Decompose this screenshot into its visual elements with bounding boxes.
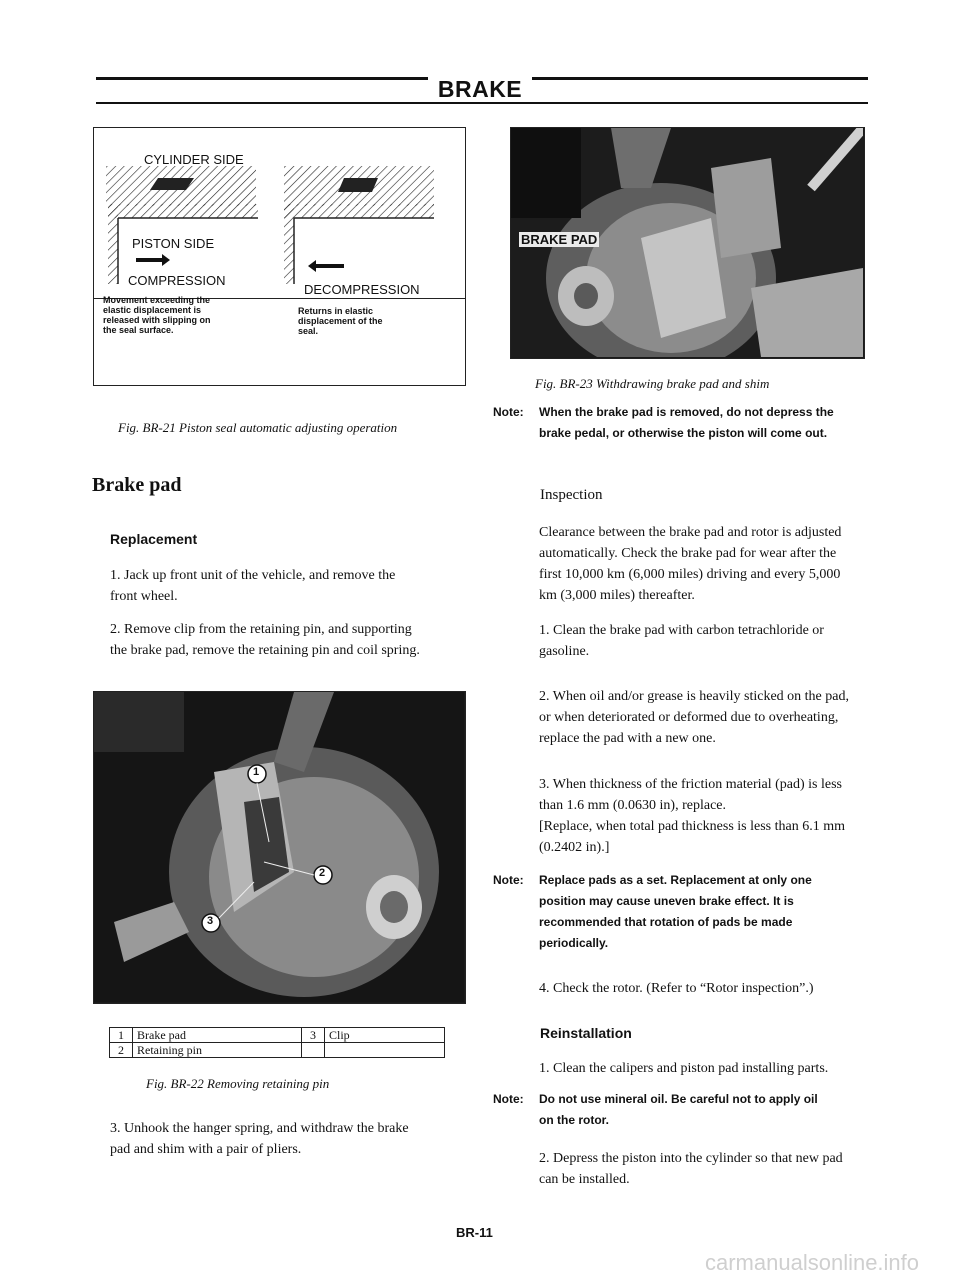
fig21-frame-lower xyxy=(93,298,466,386)
legend-label: Brake pad xyxy=(133,1028,302,1043)
fig22-photo xyxy=(93,691,466,1004)
legend-row xyxy=(110,1043,445,1058)
page-title: BRAKE xyxy=(0,76,960,103)
replacement-step-2: 2. Remove clip from the retaining pin, and supporting the brake pad, remove the retaining pin and coil spring. xyxy=(110,622,420,658)
legend-num: 1 xyxy=(110,1028,133,1043)
piston-side-label: PISTON SIDE xyxy=(132,236,215,251)
reinstallation-heading: Reinstallation xyxy=(540,1025,632,1041)
inspection-intro: Clearance between the brake pad and rotor is adjusted automatically. Check the brake pad for wear after the first 10,000 km (6,000 miles) driving and every 5,000 km (3,000 miles) thereafter. xyxy=(539,525,842,603)
legend-label: Clip xyxy=(325,1028,445,1043)
inspection-step-3: 3. When thickness of the friction material (pad) is less than 1.6 mm (0.0630 in), replace. [Replace, when total pad thickness is less than 6.1 mm (0.2402 in).] xyxy=(539,777,845,855)
callout-1: 1 xyxy=(253,766,260,778)
decompression-label: DECOMPRESSION xyxy=(304,282,420,297)
replacement-heading: Replacement xyxy=(110,531,198,547)
inspection-heading: Inspection xyxy=(540,487,603,503)
decompression-description: Returns in elastic displacement of the seal. xyxy=(298,306,383,336)
note-replace-set: Note: Replace pads as a set. Replacement at only one position may cause uneven brake effect. It is recommended that rotation of pads be made periodically. xyxy=(493,873,812,950)
callout-2: 2 xyxy=(319,867,326,879)
compression-description: Movement exceeding the elastic displacement is released with slipping on the seal surface. xyxy=(103,295,211,335)
inspection-step-1: 1. Clean the brake pad with carbon tetrachloride or gasoline. xyxy=(539,623,824,659)
legend-num: 3 xyxy=(302,1028,325,1043)
reinstallation-step-2: 2. Depress the piston into the cylinder so that new pad can be installed. xyxy=(539,1151,843,1187)
fig23-photo xyxy=(510,127,865,359)
reinstallation-step-1: 1. Clean the calipers and piston pad installing parts. xyxy=(539,1061,829,1076)
fig22-caption: Fig. BR-22 Removing retaining pin xyxy=(146,1076,330,1091)
page-number: BR-11 xyxy=(456,1225,493,1240)
legend-num xyxy=(302,1043,325,1058)
fig21-diagram xyxy=(93,127,466,299)
note-depress-pedal: Note: When the brake pad is removed, do not depress the brake pedal, or otherwise the piston will come out. xyxy=(493,405,834,440)
legend-label xyxy=(325,1043,445,1058)
section-heading-brake-pad: Brake pad xyxy=(92,474,182,496)
compression-label: COMPRESSION xyxy=(128,273,226,288)
brake-pad-photo-label: BRAKE PAD xyxy=(521,232,598,247)
fig21-caption: Fig. BR-21 Piston seal automatic adjusting operation xyxy=(118,420,398,435)
legend-row xyxy=(110,1028,445,1043)
fig22-legend xyxy=(109,1027,445,1058)
inspection-step-4: 4. Check the rotor. (Refer to “Rotor inspection”.) xyxy=(539,981,814,996)
watermark: carmanualsonline.info xyxy=(705,1250,920,1275)
replacement-step-3: 3. Unhook the hanger spring, and withdraw the brake pad and shim with a pair of pliers. xyxy=(110,1121,409,1157)
replacement-step-1: 1. Jack up front unit of the vehicle, and remove the front wheel. xyxy=(110,568,396,604)
note-mineral-oil: Note: Do not use mineral oil. Be careful not to apply oil on the rotor. xyxy=(493,1092,818,1127)
fig23-caption: Fig. BR-23 Withdrawing brake pad and shim xyxy=(535,376,770,391)
inspection-step-2: 2. When oil and/or grease is heavily sticked on the pad, or when deteriorated or deformed due to overheating, replace the pad with a new one. xyxy=(539,689,849,746)
caliper-photo xyxy=(94,692,464,1002)
legend-label: Retaining pin xyxy=(133,1043,302,1058)
cylinder-side-label: CYLINDER SIDE xyxy=(144,152,244,167)
callout-3: 3 xyxy=(207,915,214,927)
legend-num: 2 xyxy=(110,1043,133,1058)
